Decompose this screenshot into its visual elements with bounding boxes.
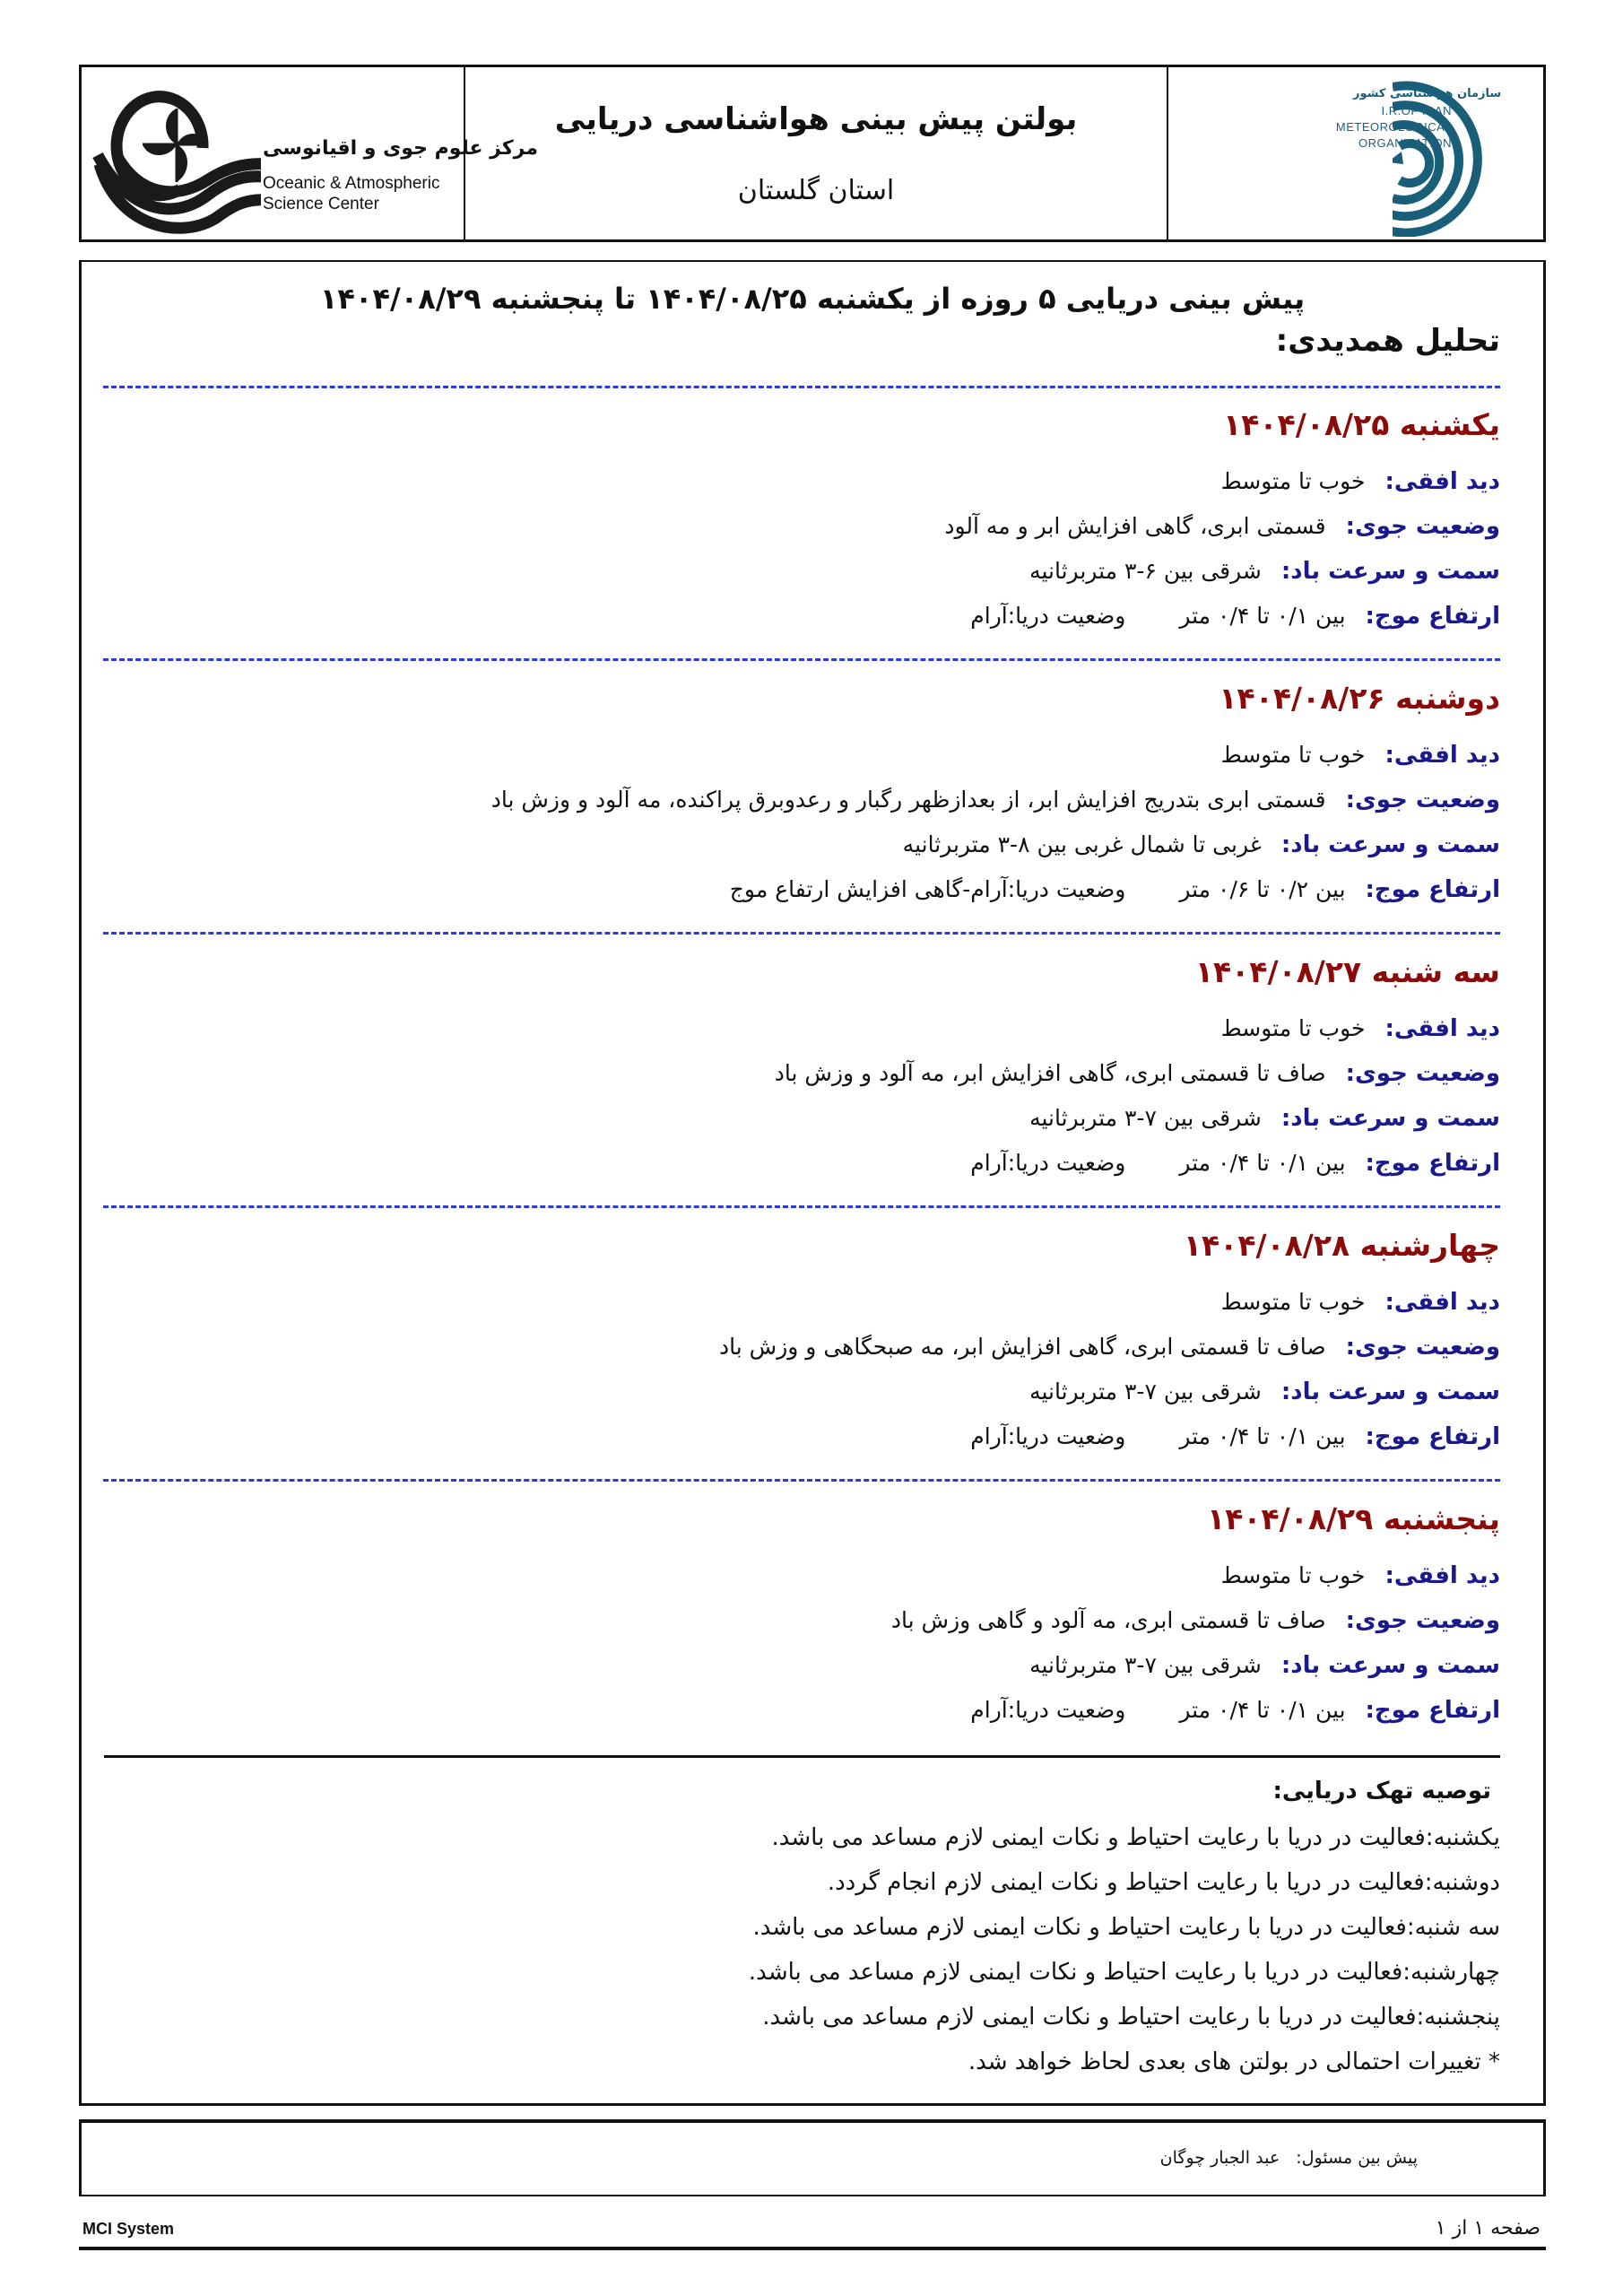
- oasc-name-en-line1: Oceanic & Atmospheric: [263, 174, 440, 193]
- day-title: سه شنبه ۱۴۰۴/۰۸/۲۷: [1194, 954, 1500, 989]
- forecaster-box: [79, 2119, 1546, 2196]
- wave-label: ارتفاع موج:: [1365, 603, 1500, 630]
- wave-value: بین ۰/۱ تا ۰/۴ متر: [1179, 603, 1346, 629]
- wind-label: سمت و سرعت باد:: [1280, 558, 1500, 585]
- forecaster: [1160, 2148, 1418, 2168]
- visibility-row: [1221, 468, 1500, 495]
- sea-state-value: وضعیت دریا:آرام: [970, 1697, 1126, 1723]
- advice-monday: دوشنبه:فعالیت در دریا با رعایت احتیاط و نکات ایمنی لازم انجام گردد.: [827, 1869, 1500, 1896]
- visibility-value: خوب تا متوسط: [1220, 1289, 1366, 1315]
- visibility-label: دید افقی:: [1384, 1015, 1500, 1042]
- wind-label: سمت و سرعت باد:: [1280, 1378, 1500, 1405]
- irimo-name-fa: سازمان هواشناسی کشور: [1353, 87, 1502, 100]
- wave-value: بین ۰/۲ تا ۰/۶ متر: [1179, 876, 1346, 902]
- oasc-logo-block: [82, 67, 538, 239]
- weather-label: وضعیت جوی:: [1345, 1607, 1500, 1634]
- wave-value: بین ۰/۱ تا ۰/۴ متر: [1179, 1423, 1346, 1449]
- province-name: استان گلستان: [737, 175, 895, 206]
- wave-label: ارتفاع موج:: [1365, 1697, 1500, 1724]
- wind-row: [1029, 558, 1500, 585]
- advice-divider: [104, 1755, 1500, 1758]
- visibility-row: [1221, 1562, 1500, 1589]
- visibility-label: دید افقی:: [1384, 1289, 1500, 1316]
- weather-value: قسمتی ابری، گاهی افزایش ابر و مه آلود: [944, 513, 1326, 539]
- weather-row: [891, 1607, 1500, 1634]
- wind-row: [1029, 1378, 1500, 1405]
- oasc-name-en: [263, 173, 439, 214]
- advice-thursday: پنجشنبه:فعالیت در دریا با رعایت احتیاط و نکات ایمنی لازم مساعد می باشد.: [762, 2004, 1500, 2031]
- forecast-box: [79, 260, 1546, 2106]
- advice-sunday: یکشنبه:فعالیت در دریا با رعایت احتیاط و نکات ایمنی لازم مساعد می باشد.: [771, 1824, 1500, 1851]
- irimo-logo-icon: [1393, 80, 1509, 237]
- weather-label: وضعیت جوی:: [1345, 787, 1500, 813]
- wave-row: [970, 1423, 1500, 1450]
- wind-label: سمت و سرعت باد:: [1280, 831, 1500, 858]
- wave-row: [970, 1697, 1500, 1724]
- irimo-logo-block: [1168, 67, 1543, 239]
- day-title: دوشنبه ۱۴۰۴/۰۸/۲۶: [1219, 681, 1500, 716]
- header-title-block: [465, 67, 1168, 239]
- visibility-label: دید افقی:: [1384, 1562, 1500, 1589]
- sea-state-value: وضعیت دریا:آرام: [970, 603, 1126, 629]
- sea-state-value: وضعیت دریا:آرام-گاهی افزایش ارتفاع موج: [729, 876, 1126, 902]
- visibility-value: خوب تا متوسط: [1220, 468, 1366, 494]
- forecaster-label: پیش بین مسئول:: [1296, 2148, 1418, 2168]
- advice-tuesday: سه شنبه:فعالیت در دریا با رعایت احتیاط و نکات ایمنی لازم مساعد می باشد.: [752, 1914, 1500, 1941]
- wind-row: [1029, 1105, 1500, 1132]
- weather-label: وضعیت جوی:: [1345, 1334, 1500, 1361]
- day-section: [103, 935, 1500, 1204]
- visibility-value: خوب تا متوسط: [1220, 1562, 1366, 1588]
- weather-row: [944, 513, 1500, 540]
- weather-value: صاف تا قسمتی ابری، مه آلود و گاهی وزش باد: [890, 1607, 1326, 1633]
- wind-value: شرقی بین ۶-۳ متربرثانیه: [1029, 558, 1262, 584]
- visibility-value: خوب تا متوسط: [1220, 742, 1366, 768]
- wave-value: بین ۰/۱ تا ۰/۴ متر: [1179, 1697, 1346, 1723]
- system-name: MCI System: [82, 2220, 175, 2238]
- sea-state-value: وضعیت دریا:آرام: [970, 1423, 1126, 1449]
- wind-value: غربی تا شمال غربی بین ۸-۳ متربرثانیه: [902, 831, 1262, 857]
- irimo-name-en-line1: I.R.OF IRAN: [1381, 104, 1452, 117]
- wind-label: سمت و سرعت باد:: [1280, 1652, 1500, 1679]
- synoptic-analysis-label: تحلیل همدیدی:: [1275, 323, 1500, 359]
- wind-value: شرقی بین ۷-۳ متربرثانیه: [1029, 1105, 1262, 1131]
- wave-value: بین ۰/۱ تا ۰/۴ متر: [1179, 1150, 1346, 1176]
- page-number: صفحه ۱ از ۱: [1435, 2217, 1541, 2239]
- visibility-row: [1221, 1015, 1500, 1042]
- forecast-period-title: پیش بینی دریایی ۵ روزه از یکشنبه ۱۴۰۴/۰۸/۲۵ تا پنجشنبه ۱۴۰۴/۰۸/۲۹: [319, 282, 1306, 316]
- wind-value: شرقی بین ۷-۳ متربرثانیه: [1029, 1378, 1262, 1405]
- day-section: [103, 1482, 1500, 1751]
- wind-label: سمت و سرعت باد:: [1280, 1105, 1500, 1132]
- wind-row: [1029, 1652, 1500, 1679]
- visibility-value: خوب تا متوسط: [1220, 1015, 1366, 1041]
- weather-value: صاف تا قسمتی ابری، گاهی افزایش ابر، مه صبحگاهی و وزش باد: [719, 1334, 1326, 1360]
- weather-label: وضعیت جوی:: [1345, 1060, 1500, 1087]
- weather-row: [491, 787, 1500, 813]
- irimo-name-en-line3: ORGANIZATION: [1358, 136, 1452, 150]
- visibility-label: دید افقی:: [1384, 468, 1500, 495]
- weather-row: [719, 1334, 1500, 1361]
- wave-label: ارتفاع موج:: [1365, 1423, 1500, 1450]
- wave-label: ارتفاع موج:: [1365, 1150, 1500, 1177]
- advice-note: * تغییرات احتمالی در بولتن های بعدی لحاظ خواهد شد.: [968, 2048, 1500, 2075]
- day-title: پنجشنبه ۱۴۰۴/۰۸/۲۹: [1207, 1501, 1500, 1536]
- wave-row: [970, 1150, 1500, 1177]
- oasc-name-fa: مرکز علوم جوی و اقیانوسی: [263, 137, 538, 160]
- sea-state-value: وضعیت دریا:آرام: [970, 1150, 1126, 1176]
- wind-value: شرقی بین ۷-۳ متربرثانیه: [1029, 1652, 1262, 1678]
- advice-wednesday: چهارشنبه:فعالیت در دریا با رعایت احتیاط و نکات ایمنی لازم مساعد می باشد.: [748, 1959, 1500, 1986]
- weather-label: وضعیت جوی:: [1345, 513, 1500, 540]
- wave-row: [970, 603, 1500, 630]
- wave-row: [730, 876, 1500, 903]
- day-section: [103, 387, 1500, 657]
- wind-row: [903, 831, 1500, 858]
- wave-label: ارتفاع موج:: [1365, 876, 1500, 903]
- forecaster-name: عبد الجبار چوگان: [1159, 2148, 1280, 2168]
- header-box: [79, 65, 1546, 242]
- weather-value: صاف تا قسمتی ابری، گاهی افزایش ابر، مه آلود و وزش باد: [774, 1060, 1326, 1086]
- oasc-logo-icon: [91, 74, 261, 236]
- day-title: یکشنبه ۱۴۰۴/۰۸/۲۵: [1223, 407, 1500, 442]
- day-section: [103, 1208, 1500, 1477]
- footer-rule: [79, 2247, 1546, 2250]
- visibility-label: دید افقی:: [1384, 742, 1500, 769]
- bulletin-title: بولتن پیش بینی هواشناسی دریایی: [554, 101, 1078, 137]
- advice-title: توصیه تهک دریایی:: [1272, 1778, 1491, 1805]
- day-title: چهارشنبه ۱۴۰۴/۰۸/۲۸: [1183, 1228, 1500, 1263]
- day-section: [103, 661, 1500, 930]
- weather-row: [775, 1060, 1500, 1087]
- irimo-name-en-line2: METEOROLOGICAL: [1335, 120, 1452, 134]
- visibility-row: [1221, 742, 1500, 769]
- weather-value: قسمتی ابری بتدریج افزایش ابر، از بعدازظهر رگبار و رعدوبرق پراکنده، مه آلود و وزش باد: [490, 787, 1326, 813]
- visibility-row: [1221, 1289, 1500, 1316]
- oasc-name-en-line2: Science Center: [263, 195, 379, 213]
